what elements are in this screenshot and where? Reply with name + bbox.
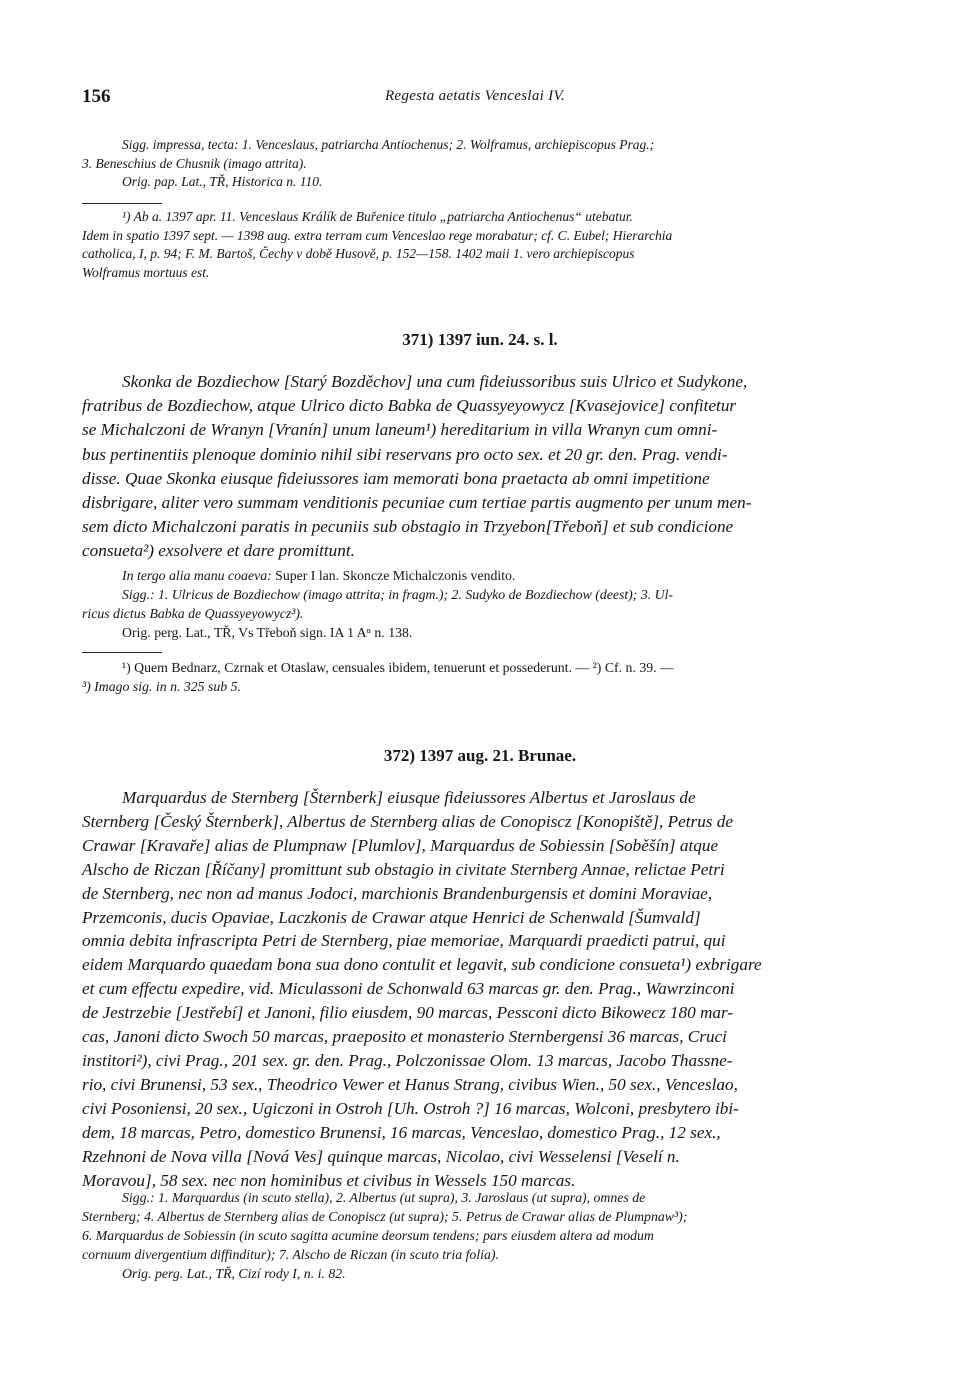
text-line: 6. Marquardus de Sobiessin (in scuto sagitta acumine deorsum tendens; pars eiusdem altera ad modum <box>82 1228 654 1243</box>
tergo-label: In tergo alia manu coaeva: <box>122 568 272 583</box>
text-line: Sternberg [Český Šternberk], Albertus de Sternberg alias de Conopiscz [Konopiště], Petrus de <box>82 811 733 831</box>
text-line: Sigg.: 1. Marquardus (in scuto stella), 2. Albertus (ut supra), 3. Jaroslaus (ut supra), omnes de <box>122 1190 646 1205</box>
text-line: Crawar [Kravaře] alias de Plumpnaw [Plumlov], Marquardus de Sobiessin [Soběšín] atque <box>82 835 719 855</box>
footnote-line: ³) Imago sig. in n. 325 sub 5. <box>82 679 241 694</box>
text-line: Rzehnoni de Nova villa [Nová Ves] quinque marcas, Nicolao, civi Wesselensi [Veselí n. <box>82 1146 680 1166</box>
orig-line: Orig. perg. Lat., TŘ, Cizí rody I, n. i. 82. <box>122 1266 346 1281</box>
text-line: consueta²) exsolvere et dare promittunt. <box>82 541 355 561</box>
page-header <box>82 86 868 112</box>
prev-doc-footnotes <box>82 208 868 282</box>
text-line: civi Posoniensi, 20 sex., Ugiczoni in Ostroh [Uh. Ostroh ?] 16 marcas, Wolconi, presbytero ibi- <box>82 1098 739 1118</box>
text-line: institori²), civi Prag., 201 sex. gr. den. Prag., Polczonissae Olom. 13 marcas, Jacobo Thassne- <box>82 1050 733 1070</box>
text-line: bus pertinentiis plenoque dominio nihil sibi reservans pro octo sex. et 20 gr. den. Prag. vendi- <box>82 444 728 464</box>
footnote-line: catholica, I, p. 94; F. M. Bartoš, Čechy v době Husově, p. 152—158. 1402 maii 1. vero archiepiscopus <box>82 246 635 261</box>
text-line: Moravou], 58 sex. nec non hominibus et civibus in Wessels 150 marcas. <box>82 1170 576 1190</box>
text-line: omnia debita infrascripta Petri de Sternberg, piae memoriae, Marquardi praedicti patrui, qui <box>82 931 726 951</box>
text-line: disbrigare, aliter vero summam venditionis pecuniae cum tertiae partis augmento per unum men- <box>82 493 752 513</box>
text-line: Marquardus de Sternberg [Šternberk] eiusque fideiussores Albertus et Jaroslaus de <box>122 788 696 807</box>
footnote-rule <box>82 203 162 204</box>
footnote-line: ¹) Ab a. 1397 apr. 11. Venceslaus Králík de Buřenice titulo „patriarcha Antiochenus“ utebatur. <box>122 209 633 224</box>
text-line: se Michalczoni de Wranyn [Vranín] unum laneum¹) hereditarium in villa Wranyn cum omni- <box>82 420 718 440</box>
doc-371-notes <box>82 566 868 642</box>
text-line: Sigg. impressa, tecta: 1. Venceslaus, patriarcha Antiochenus; 2. Wolframus, archiepiscopus Prag.; <box>122 137 655 152</box>
text-line: cas, Janoni dicto Swoch 50 marcas, praeposito et monasterio Sternbergensi 36 marcas, Cruci <box>82 1027 727 1047</box>
text-line: disse. Quae Skonka eiusque fideiussores iam memorati bona praetacta ab omni impetitione <box>82 468 710 488</box>
text-line: Sigg.: 1. Ulricus de Bozdiechow (imago attrita; in fragm.); 2. Sudyko de Bozdiechow (deest); 3. Ul- <box>122 587 674 602</box>
text-line: eidem Marquardo quaedam bona sua dono contulit et legavit, sub condicione consueta¹) exbrigare <box>82 955 762 975</box>
footnote-line: ¹) Quem Bednarz, Czrnak et Otaslaw, censuales ibidem, tenuerunt et possederunt. — ²) Cf. n. 39. — <box>122 660 674 675</box>
doc-371-regest <box>82 370 868 564</box>
prev-doc-sigillum <box>82 136 868 192</box>
text-line: Przemconis, ducis Opaviae, Laczkonis de Crawar atque Henrici de Schenwald [Šumvald] <box>82 907 701 927</box>
doc-372-heading: 372) 1397 aug. 21. Brunae. <box>383 746 577 765</box>
doc-371-footnotes <box>82 658 868 696</box>
text-line: cornuum divergentium diffinditur); 7. Alscho de Riczan (in scuto tria folia). <box>82 1247 499 1262</box>
doc-372-sigillum <box>82 1188 868 1283</box>
doc-372-regest <box>82 786 868 1192</box>
running-title: Regesta aetatis Venceslai IV. <box>384 88 566 104</box>
text-line: Orig. pap. Lat., TŘ, Historica n. 110. <box>122 174 323 189</box>
text-line: et cum effectu expedire, vid. Miculassoni de Schonwald 63 marcas gr. den. Prag., Wawrzinconi <box>82 979 735 999</box>
text-line: de Sternberg, nec non ad manus Jodoci, marchionis Brandenburgensis et domini Moraviae, <box>82 883 713 903</box>
text-line: rio, civi Brunensi, 53 sex., Theodrico Vewer et Hanus Strang, civibus Wien., 50 sex., Venceslao, <box>82 1074 738 1094</box>
orig-line: Orig. perg. Lat., TŘ, Vs Třeboň sign. IA 1 Aᵅ n. 138. <box>122 625 413 640</box>
doc-371-heading: 371) 1397 iun. 24. s. l. <box>402 330 558 349</box>
text-line: ricus dictus Babka de Quassyeyowycz³). <box>82 606 304 621</box>
text-line: de Jestrzebie [Jestřebí] et Janoni, filio eiusdem, 90 marcas, Pessconi dicto Bikowecz 180 mar- <box>82 1003 734 1023</box>
footnote-line: Wolframus mortuus est. <box>82 264 210 280</box>
text-line: Skonka de Bozdiechow [Starý Bozděchov] una cum fideiussoribus suis Ulrico et Sudykone, <box>122 372 748 391</box>
text-line: dem, 18 marcas, Petro, domestico Brunensi, 16 marcas, Venceslao, domestico Prag., 12 sex., <box>82 1122 721 1142</box>
text-line: Alscho de Riczan [Říčany] promittunt sub obstagio in civitate Sternberg Annae, relictae Petri <box>82 859 725 879</box>
text-line: fratribus de Bozdiechow, atque Ulrico dicto Babka de Quassyeyowycz [Kvasejovice] confitetur <box>82 396 737 416</box>
footnote-line: Idem in spatio 1397 sept. — 1398 aug. extra terram cum Venceslao rege morabatur; cf. C. Eubel; Hierarchia <box>82 227 673 243</box>
text-line: Sternberg; 4. Albertus de Sternberg alias de Conopiscz (ut supra); 5. Petrus de Crawar alias de Plumpnaw³); <box>82 1209 688 1224</box>
tergo-line <box>82 566 868 585</box>
footnote-rule <box>82 652 162 653</box>
tergo-text: Super I lan. Skoncze Michalczonis vendito. <box>275 568 516 583</box>
text-line: 3. Beneschius de Chusnik (imago attrita). <box>82 155 307 171</box>
page-number: 156 <box>82 86 111 107</box>
text-line: sem dicto Michalczoni paratis in pecuniis sub obstagio in Trzyebon[Třeboň] et sub condicione <box>82 517 734 537</box>
